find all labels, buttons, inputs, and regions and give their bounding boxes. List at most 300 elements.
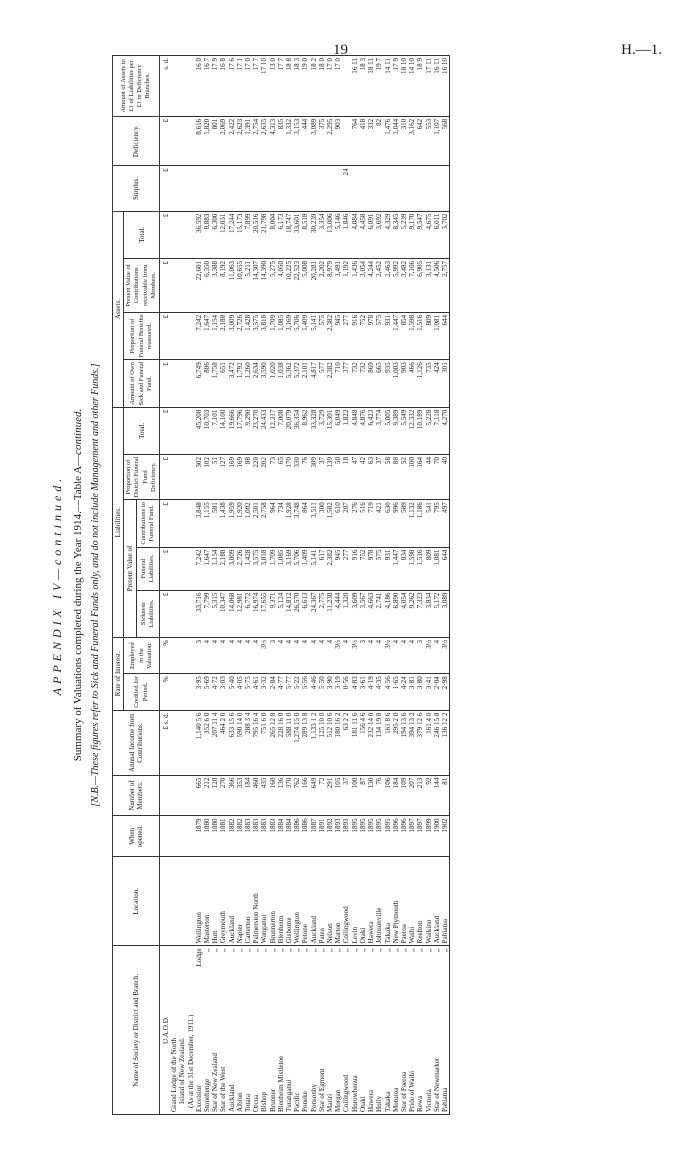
- cell-contrib: 2,501: [252, 500, 260, 547]
- cell-benefits: 1,447: [392, 312, 400, 359]
- cell-income: 232 14 0: [367, 710, 375, 775]
- unit-funeral: £: [160, 547, 171, 590]
- cell-deficiency: 568: [441, 116, 450, 166]
- cell-sickness: 6,613: [301, 590, 309, 637]
- cell-surplus: [310, 166, 318, 211]
- branch-suffix: ,,: [203, 948, 212, 952]
- cell-deficiency: 418: [359, 116, 367, 166]
- cell-surplus: [236, 166, 244, 211]
- cell-employed: 4: [301, 637, 309, 673]
- branch-name: [260, 946, 268, 1115]
- cell-members: 120: [211, 775, 219, 816]
- cell-pv: 3,054: [359, 258, 367, 312]
- cell-credited: 3·03: [219, 674, 227, 710]
- cell-pv: 5,992: [392, 258, 400, 312]
- cell-benefits: 931: [384, 312, 392, 359]
- cell-own: 1,260: [244, 360, 252, 407]
- cell-surplus: [228, 166, 236, 211]
- section-line2: Grand Lodge of the North: [170, 946, 178, 1115]
- branch-name-text: Stonehenge: [203, 1078, 212, 1112]
- cell-loc: Auckland: [433, 857, 441, 946]
- header-name: Name of Society or District and Branch.: [113, 946, 160, 1115]
- cell-employed: 4: [367, 637, 375, 673]
- cell-surplus: [351, 166, 359, 211]
- table-row: [260, 56, 268, 1115]
- cell-credited: 4·46: [310, 674, 318, 710]
- cell-per: 13 0: [269, 56, 277, 117]
- header-assets-total: Total.: [124, 211, 160, 258]
- cell-loc: Masterton: [203, 857, 211, 946]
- document-reference: H.—1.: [621, 42, 662, 58]
- unit-benefits: £: [160, 312, 171, 359]
- cell-ltotal: 5,549: [400, 407, 408, 454]
- cell-deficiency: 3,162: [408, 116, 416, 166]
- header-opened: When opened.: [113, 816, 160, 857]
- cell-atotal: 1,846: [342, 211, 350, 258]
- cell-surplus: [433, 166, 441, 211]
- cell-deficiency: 2,623: [236, 116, 244, 166]
- table-row: [334, 56, 342, 1115]
- header-members: Number of Members.: [113, 775, 160, 816]
- cell-prop: 88: [244, 455, 252, 500]
- cell-atotal: 30,239: [310, 211, 318, 258]
- branch-name-text: Brunner: [268, 1088, 277, 1112]
- cell-income: 1,133 1 2: [310, 710, 318, 775]
- cell-funeral: 1,647: [203, 547, 211, 590]
- cell-funeral: 1,085: [277, 547, 285, 590]
- cell-loc: Wellington: [293, 857, 301, 946]
- cell-credited: 5·50: [318, 674, 326, 710]
- branch-name-text: Mariri: [326, 1093, 335, 1112]
- cell-deficiency: 1,391: [244, 116, 252, 166]
- branch-suffix: ,,: [235, 948, 244, 952]
- cell-own: 6,749: [195, 360, 203, 407]
- page-number: 19: [333, 42, 348, 58]
- cell-opened: 1897: [408, 816, 416, 857]
- branch-name-text: Horowhenua: [350, 1075, 359, 1112]
- branch-name: [269, 946, 277, 1115]
- cell-loc: Waihi: [408, 857, 416, 946]
- cell-income: 512 10 6: [326, 710, 334, 775]
- appendix-title: APPENDIX IV—continued.: [50, 474, 64, 696]
- cell-income: 180 16 2: [334, 710, 342, 775]
- cell-pv: 2,452: [375, 258, 383, 312]
- branch-suffix: ,,: [244, 948, 253, 952]
- cell-income: 288 3 4: [244, 710, 252, 775]
- cell-ltotal: 9,389: [392, 407, 400, 454]
- cell-sickness: 7,799: [203, 590, 211, 637]
- header-income: Annual Income from Contributions.: [113, 710, 160, 775]
- cell-ltotal: 10,703: [203, 407, 211, 454]
- branch-suffix: ,,: [358, 948, 367, 952]
- cell-ltotal: 7,118: [433, 407, 441, 454]
- cell-ltotal: 7,101: [211, 407, 219, 454]
- cell-per: 18 3: [293, 56, 301, 117]
- cell-funeral: 1,598: [408, 547, 416, 590]
- cell-income: 751 6 0: [260, 710, 268, 775]
- branch-name: [416, 946, 424, 1115]
- branch-name-text: Star of Newmarket: [432, 1058, 441, 1112]
- cell-atotal: 33,601: [293, 211, 301, 258]
- cell-members: 207: [408, 775, 416, 816]
- cell-opened: 1896: [400, 816, 408, 857]
- table-row: [367, 56, 375, 1115]
- cell-prop: 52: [400, 455, 408, 500]
- cell-per: 14 10: [408, 56, 416, 117]
- cell-funeral: 2,382: [326, 547, 334, 590]
- branch-name-text: Star of New Zealand: [211, 1053, 220, 1112]
- cell-income: 295 2 0: [392, 710, 400, 775]
- cell-loc: Collingwood: [342, 857, 350, 946]
- branch-suffix: ,,: [285, 948, 294, 952]
- cell-members: 92: [425, 775, 433, 816]
- cell-surplus: [359, 166, 367, 211]
- cell-ltotal: 14,100: [219, 407, 227, 454]
- cell-income: 265 12 8: [269, 710, 277, 775]
- cell-funeral: 1,447: [392, 547, 400, 590]
- cell-members: 72: [318, 775, 326, 816]
- cell-pv: 8,192: [219, 258, 227, 312]
- cell-own: 2,382: [326, 360, 334, 407]
- cell-deficiency: 332: [367, 116, 375, 166]
- branch-name-text: Blenheim Mistletoe: [276, 1055, 285, 1112]
- cell-pv: 4,050: [277, 258, 285, 312]
- branch-suffix: ,,: [367, 948, 376, 952]
- cell-contrib: 1,959: [228, 500, 236, 547]
- cell-funeral: 3,009: [228, 547, 236, 590]
- branch-name: [425, 946, 433, 1115]
- cell-credited: 4·19: [367, 674, 375, 710]
- cell-contrib: 795: [433, 500, 441, 547]
- cell-benefits: 854: [400, 312, 408, 359]
- header-proportion-deficiency: Proportion of District Funeral Fund Deficiency.: [124, 455, 160, 500]
- branch-suffix: ,,: [211, 948, 220, 952]
- cell-benefits: 1,428: [244, 312, 252, 359]
- cell-funeral: 7,242: [195, 547, 203, 590]
- cell-employed: 4: [219, 637, 227, 673]
- cell-atotal: 5,239: [400, 211, 408, 258]
- branch-name: [211, 946, 219, 1115]
- cell-atotal: 9,547: [416, 211, 424, 258]
- cell-atotal: 7,899: [244, 211, 252, 258]
- cell-deficiency: 764: [351, 116, 359, 166]
- section-line3: Island of New Zealand.: [178, 946, 186, 1115]
- section-title: U.A.O.D.: [160, 946, 171, 1115]
- cell-prop: 76: [301, 455, 309, 500]
- cell-per: 17 9: [211, 56, 219, 117]
- cell-credited: 5·22: [293, 674, 301, 710]
- cell-opened: 1897: [416, 816, 424, 857]
- cell-members: 100: [351, 775, 359, 816]
- cell-income: 156 4 6: [359, 710, 367, 775]
- cell-atotal: 18,747: [285, 211, 293, 258]
- branch-name-text: Orcua: [252, 1094, 261, 1112]
- cell-credited: 2·84: [269, 674, 277, 710]
- cell-prop: 58: [384, 455, 392, 500]
- cell-ltotal: 9,290: [244, 407, 252, 454]
- branch-suffix: ,,: [317, 948, 326, 952]
- cell-ltotal: 45,208: [195, 407, 203, 454]
- cell-contrib: 1,920: [236, 500, 244, 547]
- branch-name-text: Star of the West: [219, 1066, 228, 1112]
- cell-loc: Gisborne: [285, 857, 293, 946]
- cell-funeral: 945: [334, 547, 342, 590]
- table-row: [342, 56, 350, 1115]
- cell-funeral: 916: [351, 547, 359, 590]
- cell-surplus: [400, 166, 408, 211]
- cell-contrib: 1,582: [326, 500, 334, 547]
- cell-surplus: [244, 166, 252, 211]
- cell-deficiency: 444: [301, 116, 309, 166]
- cell-atotal: 8,883: [203, 211, 211, 258]
- table-row: [228, 56, 236, 1115]
- cell-sickness: 7,323: [416, 590, 424, 637]
- cell-opened: 1883: [260, 816, 268, 857]
- table-row: [375, 56, 383, 1115]
- cell-own: 377: [342, 360, 350, 407]
- branch-suffix: ,,: [375, 948, 384, 952]
- cell-surplus: [285, 166, 293, 211]
- unit-pv: £: [160, 258, 171, 312]
- cell-opened: 1895: [351, 816, 359, 857]
- cell-prop: 309: [310, 455, 318, 500]
- cell-credited: 5·40: [228, 674, 236, 710]
- cell-pv: 3,491: [334, 258, 342, 312]
- cell-loc: Johnsonville: [375, 857, 383, 946]
- cell-funeral: 3,818: [260, 547, 268, 590]
- cell-ltotal: 20,079: [285, 407, 293, 454]
- branch-name-text: Albion: [235, 1092, 244, 1112]
- cell-ltotal: 4,270: [441, 407, 450, 454]
- header-per-member: Amount of Assets to £1 of Liabilities per £1 in Deficiency Branches.: [113, 56, 160, 117]
- cell-opened: 1893: [342, 816, 350, 857]
- header-rate-employed: Employed in the Valuation.: [124, 637, 160, 673]
- cell-income: 161 8 6: [384, 710, 392, 775]
- branch-name: [252, 946, 260, 1115]
- cell-credited: 3·19: [334, 674, 342, 710]
- cell-opened: 1895: [375, 816, 383, 857]
- unit-prop: £: [160, 455, 171, 500]
- cell-pv: 22,601: [195, 258, 203, 312]
- cell-ltotal: 15,301: [326, 407, 334, 454]
- cell-income: 228 16 0: [277, 710, 285, 775]
- cell-opened: 1886: [301, 816, 309, 857]
- cell-per: 18 10: [400, 56, 408, 117]
- cell-deficiency: 82: [375, 116, 383, 166]
- section-row: [178, 56, 186, 1115]
- cell-funeral: 2,726: [236, 547, 244, 590]
- cell-per: 17 0: [244, 56, 252, 117]
- cell-funeral: 2,188: [219, 547, 227, 590]
- cell-deficiency: 2,754: [252, 116, 260, 166]
- cell-opened: 1892: [326, 816, 334, 857]
- cell-members: 665: [195, 775, 203, 816]
- cell-members: 762: [293, 775, 301, 816]
- cell-funeral: 1,154: [211, 547, 219, 590]
- cell-prop: 63: [367, 455, 375, 500]
- cell-sickness: 6,890: [392, 590, 400, 637]
- cell-atotal: 6,173: [277, 211, 285, 258]
- cell-surplus: [211, 166, 219, 211]
- cell-deficiency: 375: [318, 116, 326, 166]
- cell-loc: Patea: [318, 857, 326, 946]
- cell-income: 590 14 0: [236, 710, 244, 775]
- branch-name: [228, 946, 236, 1115]
- cell-atotal: 9,170: [408, 211, 416, 258]
- cell-opened: 1884: [285, 816, 293, 857]
- branch-name: [351, 946, 359, 1115]
- cell-contrib: 3,848: [195, 500, 203, 547]
- table-row: [384, 56, 392, 1115]
- cell-income: 181 11 6: [351, 710, 359, 775]
- header-rate: Rate of Interest.: [113, 637, 124, 710]
- cell-loc: Levin: [351, 857, 359, 946]
- cell-sickness: 9,262: [408, 590, 416, 637]
- cell-per: [342, 56, 350, 117]
- branch-name-text: Star of Paeroa: [399, 1071, 408, 1112]
- cell-contrib: 2,758: [260, 500, 268, 547]
- cell-income: 464 2 0: [219, 710, 227, 775]
- cell-opened: 1891: [318, 816, 326, 857]
- unit-deficiency: £: [160, 116, 171, 166]
- branch-name: [326, 946, 334, 1115]
- cell-own: 1,020: [269, 360, 277, 407]
- cell-sickness: 10,347: [219, 590, 227, 637]
- cell-sickness: 24,367: [310, 590, 318, 637]
- cell-prop: 50: [334, 455, 342, 500]
- cell-benefits: 916: [351, 312, 359, 359]
- header-liabilities: Liabilities.: [113, 407, 124, 637]
- cell-per: 17 9: [392, 56, 400, 117]
- cell-prop: 102: [203, 455, 211, 500]
- branch-suffix: ,,: [260, 948, 269, 952]
- table-title: [72, 55, 84, 1115]
- cell-opened: 1900: [433, 816, 441, 857]
- cell-own: 301: [441, 360, 450, 407]
- cell-credited: 2·98: [441, 674, 450, 710]
- cell-own: 2,634: [252, 360, 260, 407]
- cell-ltotal: 17,796: [236, 407, 244, 454]
- branch-suffix: ,,: [432, 948, 441, 952]
- cell-atotal: 8,345: [392, 211, 400, 258]
- cell-atotal: 15,173: [236, 211, 244, 258]
- cell-pv: 2,202: [318, 258, 326, 312]
- cell-pv: 3,388: [211, 258, 219, 312]
- cell-surplus: [301, 166, 309, 211]
- cell-prop: 47: [351, 455, 359, 500]
- cell-sickness: 3,609: [351, 590, 359, 637]
- cell-members: 370: [285, 775, 293, 816]
- branch-name-text: Pride of Waihi: [408, 1070, 417, 1112]
- branch-suffix: ,,: [408, 948, 417, 952]
- table-row: [326, 56, 334, 1115]
- cell-credited: 3·32: [260, 674, 268, 710]
- branch-name-text: Turanganui: [285, 1079, 294, 1112]
- cell-per: 18 9: [416, 56, 424, 117]
- branch-name: [367, 946, 375, 1115]
- cell-sickness: 3,567: [359, 590, 367, 637]
- cell-sickness: 26,570: [293, 590, 301, 637]
- cell-income: 588 11 0: [285, 710, 293, 775]
- cell-prop: 18: [342, 455, 350, 500]
- cell-sickness: 4,054: [400, 590, 408, 637]
- table-body: [160, 56, 450, 1115]
- cell-opened: 1880: [211, 816, 219, 857]
- cell-atotal: 8,004: [269, 211, 277, 258]
- cell-deficiency: 3,153: [293, 116, 301, 166]
- cell-per: 17 0: [334, 56, 342, 117]
- table-title-continued: continued.: [72, 408, 84, 455]
- cell-ltotal: 4,876: [359, 407, 367, 454]
- cell-credited: 5·56: [301, 674, 309, 710]
- branch-name: [285, 946, 293, 1115]
- cell-per: 16 10: [441, 56, 450, 117]
- cell-loc: Takaka: [384, 857, 392, 946]
- table-row: [269, 56, 277, 1115]
- cell-employed: 4: [285, 637, 293, 673]
- cell-funeral: 5,706: [293, 547, 301, 590]
- cell-deficiency: 553: [425, 116, 433, 166]
- table-row: [425, 56, 433, 1115]
- cell-ltotal: 1,822: [342, 407, 350, 454]
- cell-deficiency: 1,820: [203, 116, 211, 166]
- cell-prop: 202: [260, 455, 268, 500]
- cell-atotal: 4,458: [359, 211, 367, 258]
- cell-deficiency: 2,069: [219, 116, 227, 166]
- cell-own: 3,590: [260, 360, 268, 407]
- cell-atotal: 13,006: [326, 211, 334, 258]
- cell-income: 352 6 0: [203, 710, 211, 775]
- branch-name-text: Totara: [244, 1093, 253, 1112]
- cell-contrib: 3,511: [310, 500, 318, 547]
- cell-pv: 4,244: [367, 258, 375, 312]
- branch-suffix: ,,: [342, 948, 351, 952]
- cell-sickness: 3,089: [441, 590, 450, 637]
- cell-credited: 3·90: [326, 674, 334, 710]
- cell-surplus: [195, 166, 203, 211]
- cell-employed: 3: [359, 637, 367, 673]
- cell-funeral: 978: [367, 547, 375, 590]
- cell-pv: 2,463: [384, 258, 392, 312]
- cell-surplus: [408, 166, 416, 211]
- cell-contrib: 1,928: [285, 500, 293, 547]
- cell-contrib: 497: [441, 500, 450, 547]
- cell-per: 16 11: [433, 56, 441, 117]
- cell-contrib: 996: [392, 500, 400, 547]
- cell-prop: 73: [269, 455, 277, 500]
- cell-benefits: 1,647: [203, 312, 211, 359]
- cell-employed: 3: [416, 637, 424, 673]
- branch-suffix: ,,: [301, 948, 310, 952]
- cell-deficiency: 1,476: [384, 116, 392, 166]
- cell-members: 87: [359, 775, 367, 816]
- header-sickness: Sickness Liabilities.: [137, 590, 160, 637]
- cell-members: 106: [384, 775, 392, 816]
- cell-credited: 4·72: [211, 674, 219, 710]
- branch-name: [400, 946, 408, 1115]
- cell-deficiency: 3,089: [310, 116, 318, 166]
- cell-employed: 3½: [425, 637, 433, 673]
- branch-suffix: ,,: [227, 948, 236, 952]
- cell-benefits: 575: [318, 312, 326, 359]
- cell-funeral: 3,575: [252, 547, 260, 590]
- cell-income: 394 13 2: [408, 710, 416, 775]
- cell-prop: 37: [318, 455, 326, 500]
- cell-credited: 4·56: [384, 674, 392, 710]
- branch-name: [301, 946, 309, 1115]
- cell-members: 270: [219, 775, 227, 816]
- cell-own: 732: [351, 360, 359, 407]
